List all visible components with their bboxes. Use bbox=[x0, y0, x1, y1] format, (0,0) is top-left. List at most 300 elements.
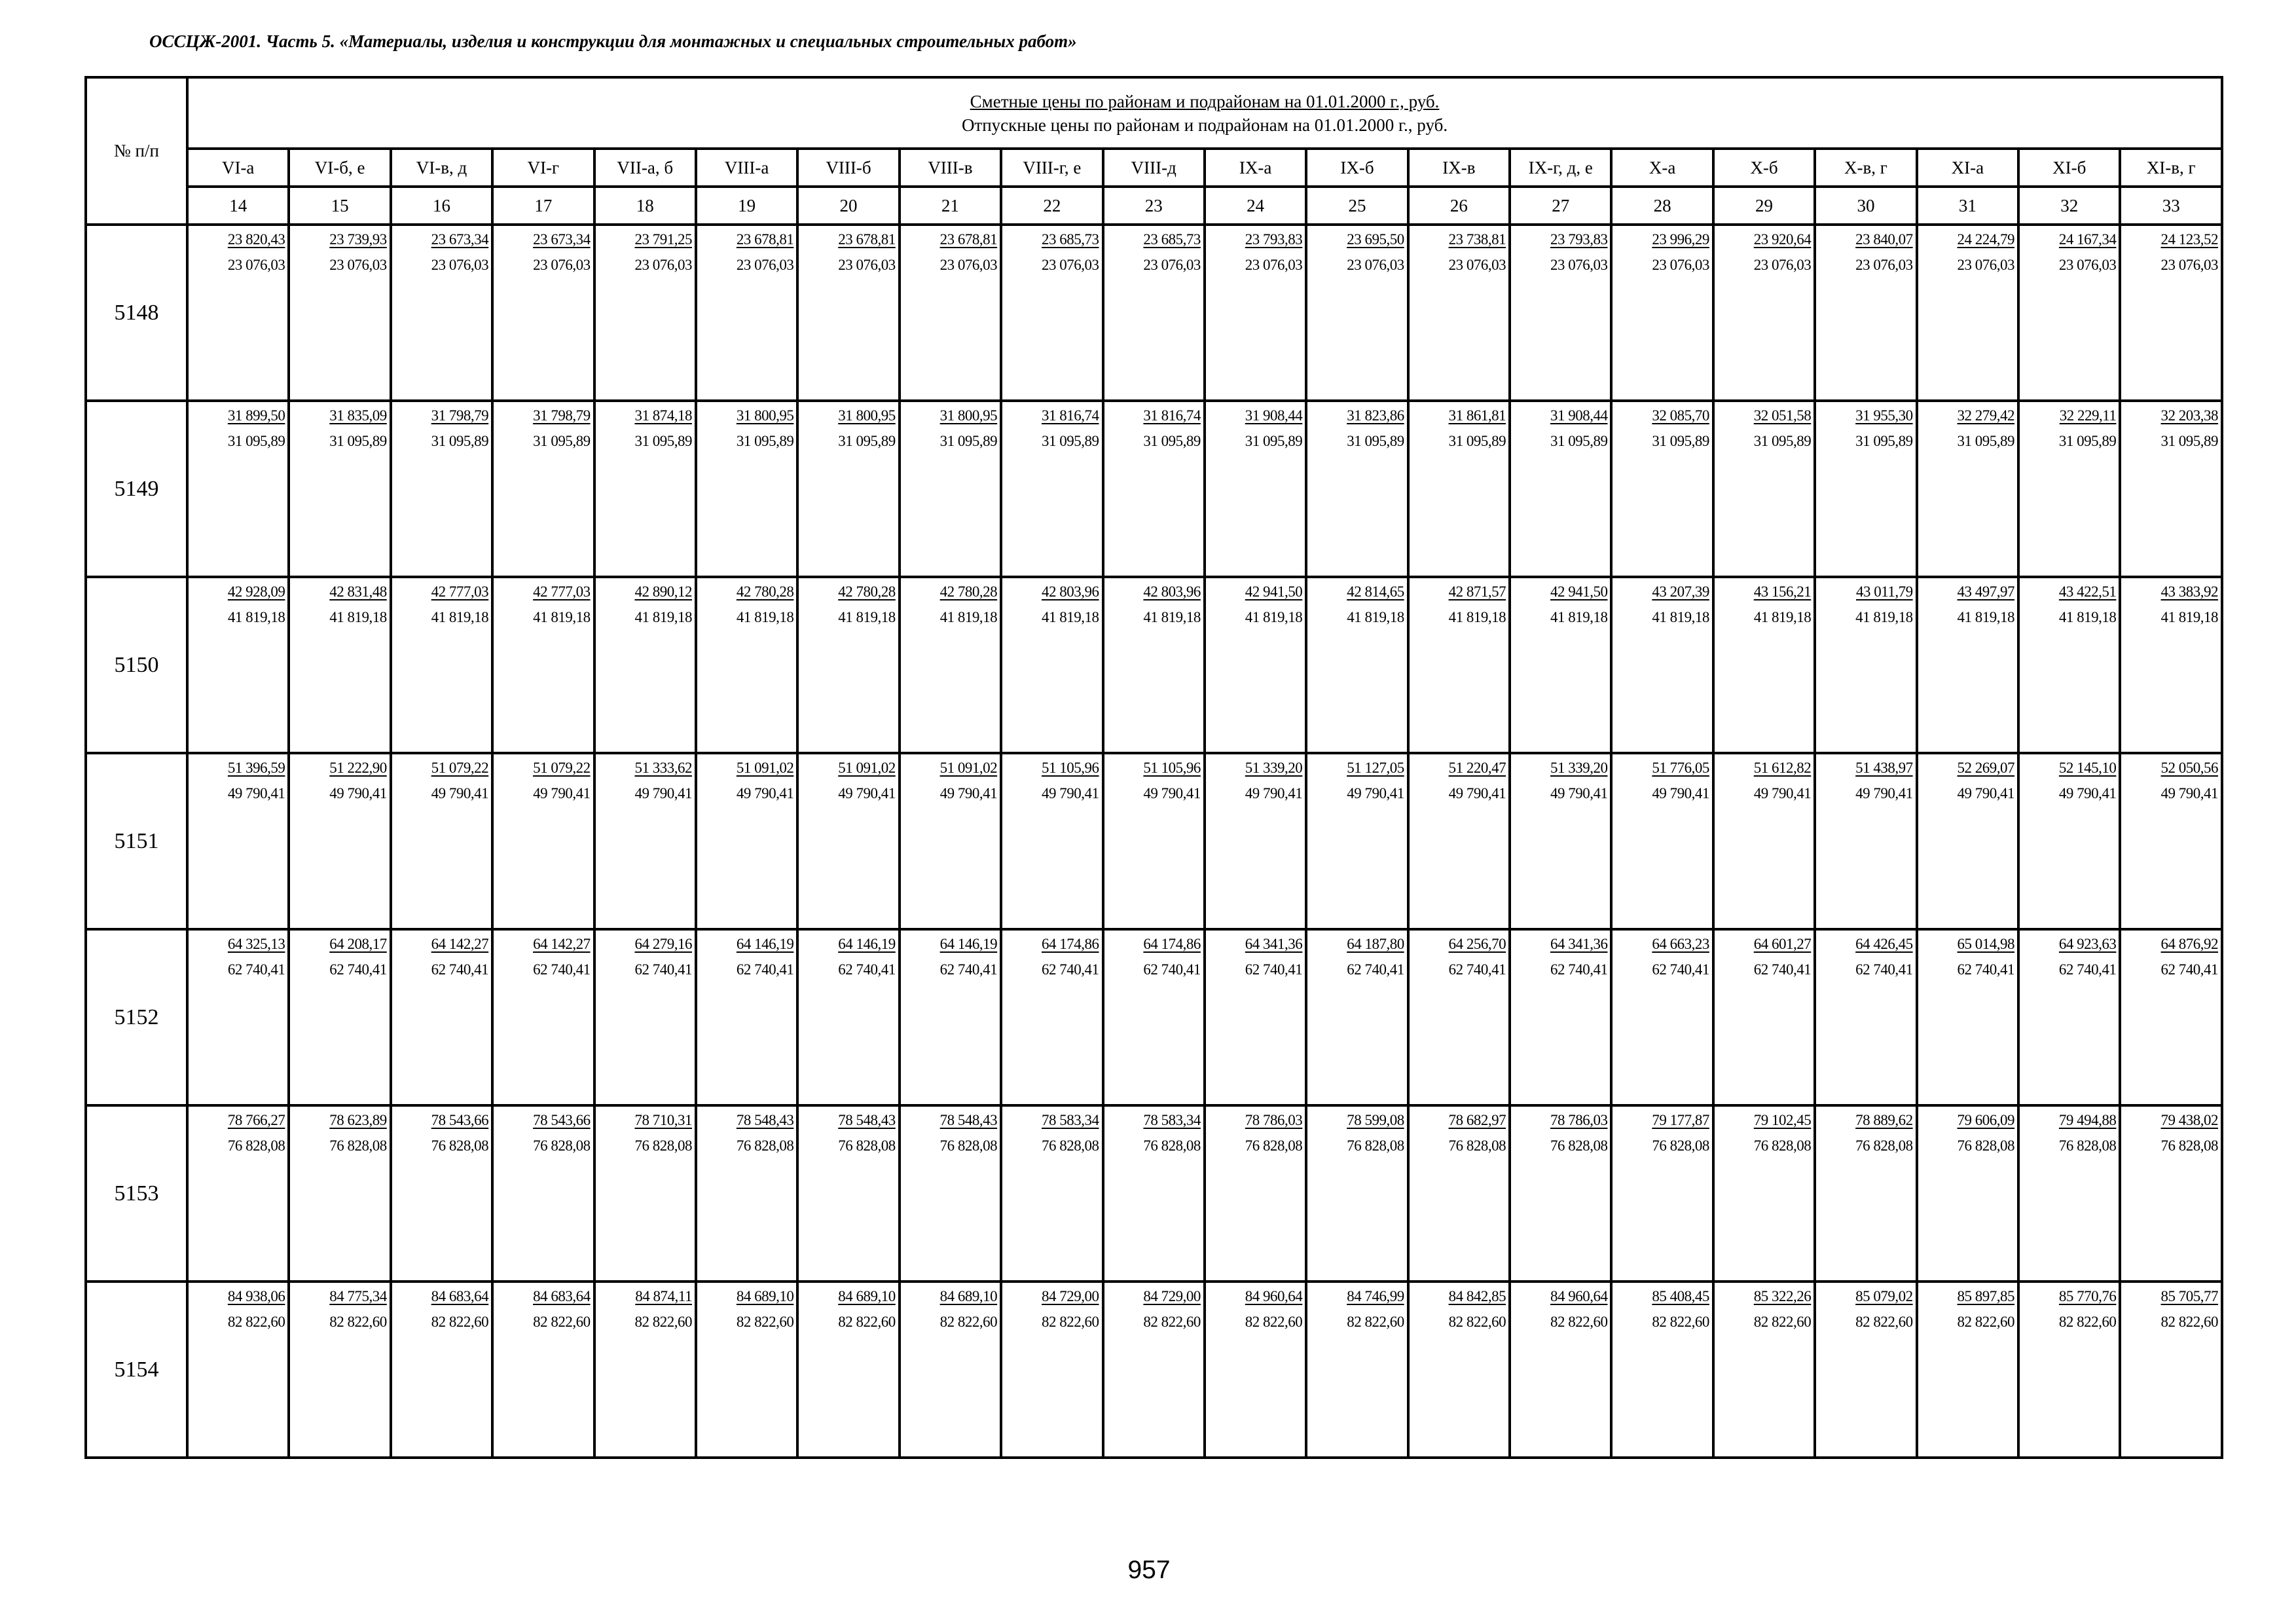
release-price: 62 740,41 bbox=[2058, 961, 2117, 978]
price-table bbox=[84, 76, 2223, 1459]
release-price: 49 790,41 bbox=[939, 785, 998, 802]
release-price: 76 828,08 bbox=[1957, 1137, 2015, 1154]
region-header: VIII-г, е bbox=[1001, 149, 1102, 187]
estimated-price: 51 220,47 bbox=[1448, 760, 1506, 776]
release-price: 49 790,41 bbox=[838, 785, 896, 802]
column-number: 27 bbox=[1510, 187, 1611, 225]
release-price: 76 828,08 bbox=[838, 1137, 896, 1154]
region-header: X-а bbox=[1611, 149, 1713, 187]
estimated-price: 64 663,23 bbox=[1652, 936, 1709, 952]
price-cell bbox=[1510, 929, 1611, 1105]
release-price: 49 790,41 bbox=[533, 785, 591, 802]
release-price: 23 076,03 bbox=[227, 257, 285, 273]
price-cell bbox=[2018, 225, 2120, 401]
release-price: 23 076,03 bbox=[634, 257, 692, 273]
price-cell bbox=[900, 929, 1001, 1105]
estimated-price: 31 874,18 bbox=[634, 407, 692, 424]
price-cell bbox=[492, 577, 594, 753]
price-cell bbox=[1917, 401, 2018, 577]
release-price: 23 076,03 bbox=[736, 257, 794, 273]
estimated-price: 64 174,86 bbox=[1143, 936, 1201, 952]
estimated-price: 51 339,20 bbox=[1550, 760, 1608, 776]
price-cell bbox=[797, 929, 899, 1105]
column-number: 25 bbox=[1306, 187, 1408, 225]
estimated-price: 64 279,16 bbox=[634, 936, 692, 952]
estimated-price: 52 145,10 bbox=[2058, 760, 2117, 776]
release-price: 62 740,41 bbox=[838, 961, 896, 978]
estimated-price: 78 786,03 bbox=[1550, 1112, 1608, 1128]
release-price: 82 822,60 bbox=[1347, 1314, 1404, 1330]
release-price: 82 822,60 bbox=[838, 1314, 896, 1330]
estimated-price: 23 673,34 bbox=[533, 231, 591, 248]
row-number: 5150 bbox=[86, 577, 187, 753]
price-cell bbox=[1205, 753, 1306, 929]
price-cell bbox=[492, 401, 594, 577]
price-cell bbox=[1713, 225, 1815, 401]
price-cell bbox=[289, 1282, 390, 1458]
price-cell bbox=[1611, 225, 1713, 401]
price-cell bbox=[1408, 1282, 1510, 1458]
table-title bbox=[187, 77, 2222, 149]
release-price: 62 740,41 bbox=[1550, 961, 1608, 978]
price-cell bbox=[289, 753, 390, 929]
price-cell bbox=[1408, 577, 1510, 753]
price-cell bbox=[1917, 1282, 2018, 1458]
release-price: 23 076,03 bbox=[1957, 257, 2015, 273]
estimated-price: 51 079,22 bbox=[431, 760, 489, 776]
price-cell bbox=[1306, 753, 1408, 929]
price-cell bbox=[696, 1282, 797, 1458]
region-header: VI-в, д bbox=[391, 149, 492, 187]
estimated-price: 84 689,10 bbox=[736, 1288, 794, 1304]
release-price: 31 095,89 bbox=[939, 433, 998, 449]
price-cell bbox=[391, 1105, 492, 1282]
release-price: 23 076,03 bbox=[939, 257, 998, 273]
estimated-price: 84 683,64 bbox=[431, 1288, 489, 1304]
price-cell bbox=[187, 1282, 289, 1458]
estimated-price: 23 840,07 bbox=[1855, 231, 1913, 248]
estimated-price: 23 678,81 bbox=[838, 231, 896, 248]
estimated-price: 64 187,80 bbox=[1347, 936, 1404, 952]
price-cell bbox=[1815, 401, 1916, 577]
price-cell bbox=[594, 1282, 696, 1458]
estimated-price: 43 011,79 bbox=[1855, 583, 1913, 600]
estimated-price: 31 800,95 bbox=[838, 407, 896, 424]
release-price: 23 076,03 bbox=[533, 257, 591, 273]
release-price: 23 076,03 bbox=[1652, 257, 1709, 273]
estimated-price: 51 396,59 bbox=[227, 760, 285, 776]
price-cell bbox=[2018, 753, 2120, 929]
price-cell bbox=[1713, 1105, 1815, 1282]
price-cell bbox=[1510, 225, 1611, 401]
release-price: 31 095,89 bbox=[329, 433, 387, 449]
release-price: 31 095,89 bbox=[736, 433, 794, 449]
release-price: 41 819,18 bbox=[1245, 609, 1303, 625]
price-cell bbox=[492, 929, 594, 1105]
estimated-price: 84 729,00 bbox=[1042, 1288, 1099, 1304]
release-price: 82 822,60 bbox=[1042, 1314, 1099, 1330]
estimated-price: 85 705,77 bbox=[2160, 1288, 2219, 1304]
estimated-price: 31 798,79 bbox=[431, 407, 489, 424]
estimated-price: 23 673,34 bbox=[431, 231, 489, 248]
price-cell bbox=[1510, 1105, 1611, 1282]
price-cell bbox=[1611, 401, 1713, 577]
estimated-price: 78 543,66 bbox=[431, 1112, 489, 1128]
estimated-price: 23 678,81 bbox=[736, 231, 794, 248]
price-cell bbox=[1917, 577, 2018, 753]
table-row bbox=[86, 401, 2222, 577]
release-price: 41 819,18 bbox=[227, 609, 285, 625]
region-header: XI-в, г bbox=[2120, 149, 2222, 187]
price-cell bbox=[1510, 401, 1611, 577]
price-cell bbox=[1815, 753, 1916, 929]
estimated-price: 42 941,50 bbox=[1550, 583, 1608, 600]
estimated-price: 64 208,17 bbox=[329, 936, 387, 952]
price-cell bbox=[1205, 577, 1306, 753]
release-price: 82 822,60 bbox=[329, 1314, 387, 1330]
region-header: VI-б, е bbox=[289, 149, 390, 187]
release-price: 41 819,18 bbox=[1855, 609, 1913, 625]
price-cell bbox=[1306, 929, 1408, 1105]
price-cell bbox=[2120, 401, 2222, 577]
estimated-price: 42 803,96 bbox=[1042, 583, 1099, 600]
estimated-price: 31 899,50 bbox=[227, 407, 285, 424]
column-number: 26 bbox=[1408, 187, 1510, 225]
estimated-price: 32 279,42 bbox=[1957, 407, 2015, 424]
price-cell bbox=[1001, 929, 1102, 1105]
release-price: 82 822,60 bbox=[533, 1314, 591, 1330]
price-cell bbox=[594, 929, 696, 1105]
release-price: 82 822,60 bbox=[634, 1314, 692, 1330]
price-cell bbox=[1611, 1105, 1713, 1282]
estimated-price: 79 177,87 bbox=[1652, 1112, 1709, 1128]
release-price: 62 740,41 bbox=[329, 961, 387, 978]
release-price: 41 819,18 bbox=[329, 609, 387, 625]
price-cell bbox=[1205, 929, 1306, 1105]
price-cell bbox=[187, 577, 289, 753]
column-number: 31 bbox=[1917, 187, 2018, 225]
release-price: 31 095,89 bbox=[533, 433, 591, 449]
release-price: 76 828,08 bbox=[533, 1137, 591, 1154]
release-price: 76 828,08 bbox=[939, 1137, 998, 1154]
release-price: 82 822,60 bbox=[1143, 1314, 1201, 1330]
price-cell bbox=[289, 929, 390, 1105]
price-cell bbox=[1611, 577, 1713, 753]
price-cell bbox=[1408, 1105, 1510, 1282]
release-price: 82 822,60 bbox=[1855, 1314, 1913, 1330]
estimated-price: 79 606,09 bbox=[1957, 1112, 2015, 1128]
estimated-price: 84 938,06 bbox=[227, 1288, 285, 1304]
estimated-price: 78 548,43 bbox=[838, 1112, 896, 1128]
release-price: 41 819,18 bbox=[2160, 609, 2219, 625]
release-price: 23 076,03 bbox=[431, 257, 489, 273]
price-cell bbox=[492, 753, 594, 929]
price-cell bbox=[1205, 1105, 1306, 1282]
price-cell bbox=[696, 401, 797, 577]
price-cell bbox=[1408, 225, 1510, 401]
release-price: 41 819,18 bbox=[1652, 609, 1709, 625]
region-header: VIII-д bbox=[1103, 149, 1205, 187]
row-number: 5151 bbox=[86, 753, 187, 929]
price-cell bbox=[391, 753, 492, 929]
estimated-price: 31 798,79 bbox=[533, 407, 591, 424]
release-price: 31 095,89 bbox=[2058, 433, 2117, 449]
release-price: 76 828,08 bbox=[1245, 1137, 1303, 1154]
estimated-price: 79 438,02 bbox=[2160, 1112, 2219, 1128]
estimated-price: 84 960,64 bbox=[1550, 1288, 1608, 1304]
price-cell bbox=[391, 225, 492, 401]
estimated-price: 23 920,64 bbox=[1753, 231, 1812, 248]
release-price: 62 740,41 bbox=[1855, 961, 1913, 978]
estimated-price: 42 831,48 bbox=[329, 583, 387, 600]
release-price: 49 790,41 bbox=[1245, 785, 1303, 802]
estimated-price: 84 746,99 bbox=[1347, 1288, 1404, 1304]
price-cell bbox=[2120, 1105, 2222, 1282]
estimated-price: 51 091,02 bbox=[736, 760, 794, 776]
price-cell bbox=[1103, 753, 1205, 929]
release-price: 41 819,18 bbox=[939, 609, 998, 625]
release-price: 23 076,03 bbox=[838, 257, 896, 273]
estimated-price: 42 871,57 bbox=[1448, 583, 1506, 600]
estimated-price: 42 803,96 bbox=[1143, 583, 1201, 600]
estimated-price: 52 269,07 bbox=[1957, 760, 2015, 776]
estimated-price: 51 222,90 bbox=[329, 760, 387, 776]
estimated-price: 51 091,02 bbox=[838, 760, 896, 776]
estimated-price: 32 229,11 bbox=[2059, 407, 2117, 424]
estimated-price: 85 897,85 bbox=[1957, 1288, 2015, 1304]
price-cell bbox=[594, 225, 696, 401]
estimated-price: 24 167,34 bbox=[2058, 231, 2117, 248]
row-number: 5148 bbox=[86, 225, 187, 401]
region-header: XI-б bbox=[2018, 149, 2120, 187]
release-price: 23 076,03 bbox=[2160, 257, 2219, 273]
price-cell bbox=[900, 225, 1001, 401]
estimated-price: 64 426,45 bbox=[1855, 936, 1913, 952]
region-header: IX-г, д, е bbox=[1510, 149, 1611, 187]
estimated-price: 79 102,45 bbox=[1753, 1112, 1812, 1128]
release-price: 23 076,03 bbox=[1245, 257, 1303, 273]
release-price: 62 740,41 bbox=[1448, 961, 1506, 978]
price-cell bbox=[2018, 929, 2120, 1105]
price-cell bbox=[594, 401, 696, 577]
release-price: 62 740,41 bbox=[1957, 961, 2015, 978]
estimated-price: 23 791,25 bbox=[634, 231, 692, 248]
release-price: 76 828,08 bbox=[1753, 1137, 1812, 1154]
estimated-price: 51 079,22 bbox=[533, 760, 591, 776]
price-cell bbox=[1306, 577, 1408, 753]
estimated-price: 79 494,88 bbox=[2058, 1112, 2117, 1128]
estimated-price: 78 682,97 bbox=[1448, 1112, 1506, 1128]
release-price: 62 740,41 bbox=[1143, 961, 1201, 978]
column-number: 15 bbox=[289, 187, 390, 225]
estimated-price: 31 835,09 bbox=[329, 407, 387, 424]
price-cell bbox=[1713, 753, 1815, 929]
release-price: 76 828,08 bbox=[2058, 1137, 2117, 1154]
release-price: 82 822,60 bbox=[1957, 1314, 2015, 1330]
price-cell bbox=[1510, 577, 1611, 753]
estimated-price: 42 814,65 bbox=[1347, 583, 1404, 600]
price-cell bbox=[1815, 225, 1916, 401]
release-price: 62 740,41 bbox=[939, 961, 998, 978]
price-cell bbox=[1306, 225, 1408, 401]
release-price: 23 076,03 bbox=[1448, 257, 1506, 273]
title-release-prices: Отпускные цены по районам и подрайонам на 01.01.2000 г., руб. bbox=[961, 115, 1448, 135]
price-cell bbox=[900, 401, 1001, 577]
price-cell bbox=[1001, 1282, 1102, 1458]
estimated-price: 64 325,13 bbox=[227, 936, 285, 952]
release-price: 41 819,18 bbox=[1753, 609, 1812, 625]
estimated-price: 84 689,10 bbox=[939, 1288, 998, 1304]
release-price: 49 790,41 bbox=[1957, 785, 2015, 802]
release-price: 49 790,41 bbox=[1753, 785, 1812, 802]
price-cell bbox=[2018, 1105, 2120, 1282]
column-number: 22 bbox=[1001, 187, 1102, 225]
column-number-row bbox=[86, 187, 2222, 225]
price-cell bbox=[797, 753, 899, 929]
release-price: 62 740,41 bbox=[1245, 961, 1303, 978]
price-cell bbox=[391, 929, 492, 1105]
release-price: 82 822,60 bbox=[1245, 1314, 1303, 1330]
release-price: 31 095,89 bbox=[634, 433, 692, 449]
title-row bbox=[86, 77, 2222, 149]
region-header: VII-а, б bbox=[594, 149, 696, 187]
estimated-price: 64 341,36 bbox=[1245, 936, 1303, 952]
estimated-price: 84 775,34 bbox=[329, 1288, 387, 1304]
estimated-price: 84 689,10 bbox=[838, 1288, 896, 1304]
estimated-price: 23 738,81 bbox=[1448, 231, 1506, 248]
release-price: 76 828,08 bbox=[1652, 1137, 1709, 1154]
table-row bbox=[86, 1282, 2222, 1458]
estimated-price: 78 548,43 bbox=[939, 1112, 998, 1128]
release-price: 76 828,08 bbox=[227, 1137, 285, 1154]
estimated-price: 84 874,11 bbox=[635, 1288, 692, 1304]
release-price: 31 095,89 bbox=[1957, 433, 2015, 449]
price-cell bbox=[1713, 929, 1815, 1105]
price-cell bbox=[2018, 401, 2120, 577]
price-cell bbox=[1306, 401, 1408, 577]
release-price: 82 822,60 bbox=[939, 1314, 998, 1330]
estimated-price: 51 091,02 bbox=[939, 760, 998, 776]
release-price: 76 828,08 bbox=[1550, 1137, 1608, 1154]
price-cell bbox=[187, 225, 289, 401]
release-price: 76 828,08 bbox=[329, 1137, 387, 1154]
release-price: 76 828,08 bbox=[1347, 1137, 1404, 1154]
price-cell bbox=[1103, 225, 1205, 401]
release-price: 23 076,03 bbox=[2058, 257, 2117, 273]
release-price: 49 790,41 bbox=[1652, 785, 1709, 802]
region-header: VI-г bbox=[492, 149, 594, 187]
price-cell bbox=[2120, 225, 2222, 401]
estimated-price: 64 341,36 bbox=[1550, 936, 1608, 952]
price-cell bbox=[1205, 225, 1306, 401]
price-cell bbox=[1103, 929, 1205, 1105]
price-cell bbox=[391, 1282, 492, 1458]
estimated-price: 23 793,83 bbox=[1550, 231, 1608, 248]
price-cell bbox=[797, 1282, 899, 1458]
estimated-price: 65 014,98 bbox=[1957, 936, 2015, 952]
release-price: 49 790,41 bbox=[329, 785, 387, 802]
estimated-price: 51 776,05 bbox=[1652, 760, 1709, 776]
estimated-price: 42 780,28 bbox=[736, 583, 794, 600]
region-header: IX-а bbox=[1205, 149, 1306, 187]
price-cell bbox=[1001, 753, 1102, 929]
table-row bbox=[86, 753, 2222, 929]
estimated-price: 64 146,19 bbox=[939, 936, 998, 952]
estimated-price: 42 777,03 bbox=[431, 583, 489, 600]
release-price: 23 076,03 bbox=[1042, 257, 1099, 273]
price-cell bbox=[2120, 753, 2222, 929]
price-cell bbox=[797, 577, 899, 753]
estimated-price: 85 322,26 bbox=[1753, 1288, 1812, 1304]
price-cell bbox=[594, 753, 696, 929]
column-number: 32 bbox=[2018, 187, 2120, 225]
estimated-price: 43 383,92 bbox=[2160, 583, 2219, 600]
price-cell bbox=[1611, 1282, 1713, 1458]
estimated-price: 23 820,43 bbox=[227, 231, 285, 248]
estimated-price: 64 923,63 bbox=[2058, 936, 2117, 952]
table-row bbox=[86, 1105, 2222, 1282]
release-price: 31 095,89 bbox=[1245, 433, 1303, 449]
release-price: 41 819,18 bbox=[838, 609, 896, 625]
column-number: 14 bbox=[187, 187, 289, 225]
release-price: 49 790,41 bbox=[2058, 785, 2117, 802]
price-cell bbox=[1510, 1282, 1611, 1458]
release-price: 82 822,60 bbox=[1550, 1314, 1608, 1330]
release-price: 41 819,18 bbox=[533, 609, 591, 625]
release-price: 41 819,18 bbox=[736, 609, 794, 625]
price-cell bbox=[1306, 1105, 1408, 1282]
price-cell bbox=[187, 753, 289, 929]
estimated-price: 23 996,29 bbox=[1652, 231, 1709, 248]
release-price: 23 076,03 bbox=[1347, 257, 1404, 273]
price-cell bbox=[391, 577, 492, 753]
estimated-price: 64 142,27 bbox=[431, 936, 489, 952]
column-number: 18 bbox=[594, 187, 696, 225]
release-price: 41 819,18 bbox=[1042, 609, 1099, 625]
estimated-price: 31 816,74 bbox=[1042, 407, 1099, 424]
release-price: 23 076,03 bbox=[1855, 257, 1913, 273]
price-cell bbox=[797, 225, 899, 401]
estimated-price: 42 777,03 bbox=[533, 583, 591, 600]
price-cell bbox=[289, 225, 390, 401]
estimated-price: 43 156,21 bbox=[1753, 583, 1812, 600]
estimated-price: 85 408,45 bbox=[1652, 1288, 1709, 1304]
release-price: 41 819,18 bbox=[634, 609, 692, 625]
estimated-price: 64 142,27 bbox=[533, 936, 591, 952]
price-cell bbox=[1917, 929, 2018, 1105]
region-header: VIII-б bbox=[797, 149, 899, 187]
column-number: 19 bbox=[696, 187, 797, 225]
price-cell bbox=[900, 1282, 1001, 1458]
price-cell bbox=[1001, 1105, 1102, 1282]
estimated-price: 42 890,12 bbox=[634, 583, 692, 600]
estimated-price: 84 842,85 bbox=[1448, 1288, 1506, 1304]
column-number: 16 bbox=[391, 187, 492, 225]
price-cell bbox=[1103, 577, 1205, 753]
price-cell bbox=[1001, 225, 1102, 401]
release-price: 41 819,18 bbox=[1957, 609, 2015, 625]
estimated-price: 64 146,19 bbox=[736, 936, 794, 952]
release-price: 82 822,60 bbox=[1652, 1314, 1709, 1330]
estimated-price: 23 739,93 bbox=[329, 231, 387, 248]
estimated-price: 78 583,34 bbox=[1143, 1112, 1201, 1128]
estimated-price: 78 548,43 bbox=[736, 1112, 794, 1128]
release-price: 76 828,08 bbox=[736, 1137, 794, 1154]
region-header: IX-в bbox=[1408, 149, 1510, 187]
num-header: № п/п bbox=[86, 77, 187, 225]
release-price: 49 790,41 bbox=[1143, 785, 1201, 802]
estimated-price: 51 127,05 bbox=[1347, 760, 1404, 776]
